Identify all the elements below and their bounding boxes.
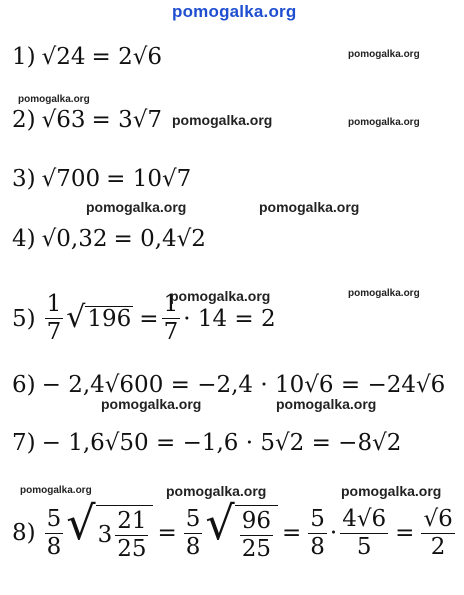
equation-line-2 [12,107,162,133]
result: = 3√7 [91,107,163,133]
fraction: $\frac{1}{7}$ [46,291,62,345]
radical: √63 [41,107,86,133]
watermark: pomogalka.org [259,199,360,215]
result: = 10√7 [106,166,192,192]
watermark: pomogalka.org [170,288,271,304]
item-number: 2) [12,107,36,133]
fraction: $\frac{5}{8}$ [46,505,62,560]
item-number: 6) [12,372,36,398]
equation-line-1 [12,44,162,70]
equation-line-4 [12,226,206,252]
item-number: 3) [12,166,36,192]
watermark: pomogalka.org [101,396,202,412]
item-number: 4) [12,226,36,252]
watermark: pomogalka.org [348,117,420,128]
equation-line-5: 5) $\frac{1}{7}$ √ 196 = $\frac{1}{7}$ · 14 = 2 [12,291,276,345]
radical: √ $\frac{96}{25}$ [205,505,278,561]
result: = 0,4√2 [113,226,206,252]
radical: √ 3 $\frac{21}{25}$ [66,505,153,561]
equation-line-6 [12,372,445,398]
expression: − 2,4√600 = −2,4 · 10√6 = −24√6 [41,372,446,398]
item-number: 8) [12,520,36,546]
radical: √700 [41,166,101,192]
expression: − 1,6√50 = −1,6 · 5√2 = −8√2 [41,430,402,456]
watermark: pomogalka.org [166,483,267,499]
watermark: pomogalka.org [341,483,442,499]
watermark: pomogalka.org [20,485,92,496]
radical: √ 196 [66,299,132,335]
equation-line-7 [12,430,401,456]
watermark: pomogalka.org [276,396,377,412]
item-number: 1) [12,44,36,70]
item-number: 7) [12,430,36,456]
fraction: $\frac{1}{7}$ [163,291,179,345]
result: = 2√6 [91,44,163,70]
radical: √0,32 [41,226,108,252]
equation-line-3 [12,166,191,192]
watermark: pomogalka.org [18,94,90,105]
watermark-top: pomogalka.org [172,2,297,21]
watermark: pomogalka.org [348,49,420,60]
equation-line-8: 8) $\frac{5}{8}$ √ 3 $\frac{21}{25}$ = $\frac{5}{8}$ √ $\frac{96}{25}$ = $\frac{5}{8}$ · $\frac{4√6}{5}$ = $\frac{√6}{2}$ [12,496,453,562]
watermark: pomogalka.org [86,199,187,215]
radical: √24 [41,44,86,70]
watermark: pomogalka.org [348,288,420,299]
item-number: 5) [12,305,36,332]
watermark: pomogalka.org [172,112,273,128]
result: · 14 = 2 [183,305,276,332]
